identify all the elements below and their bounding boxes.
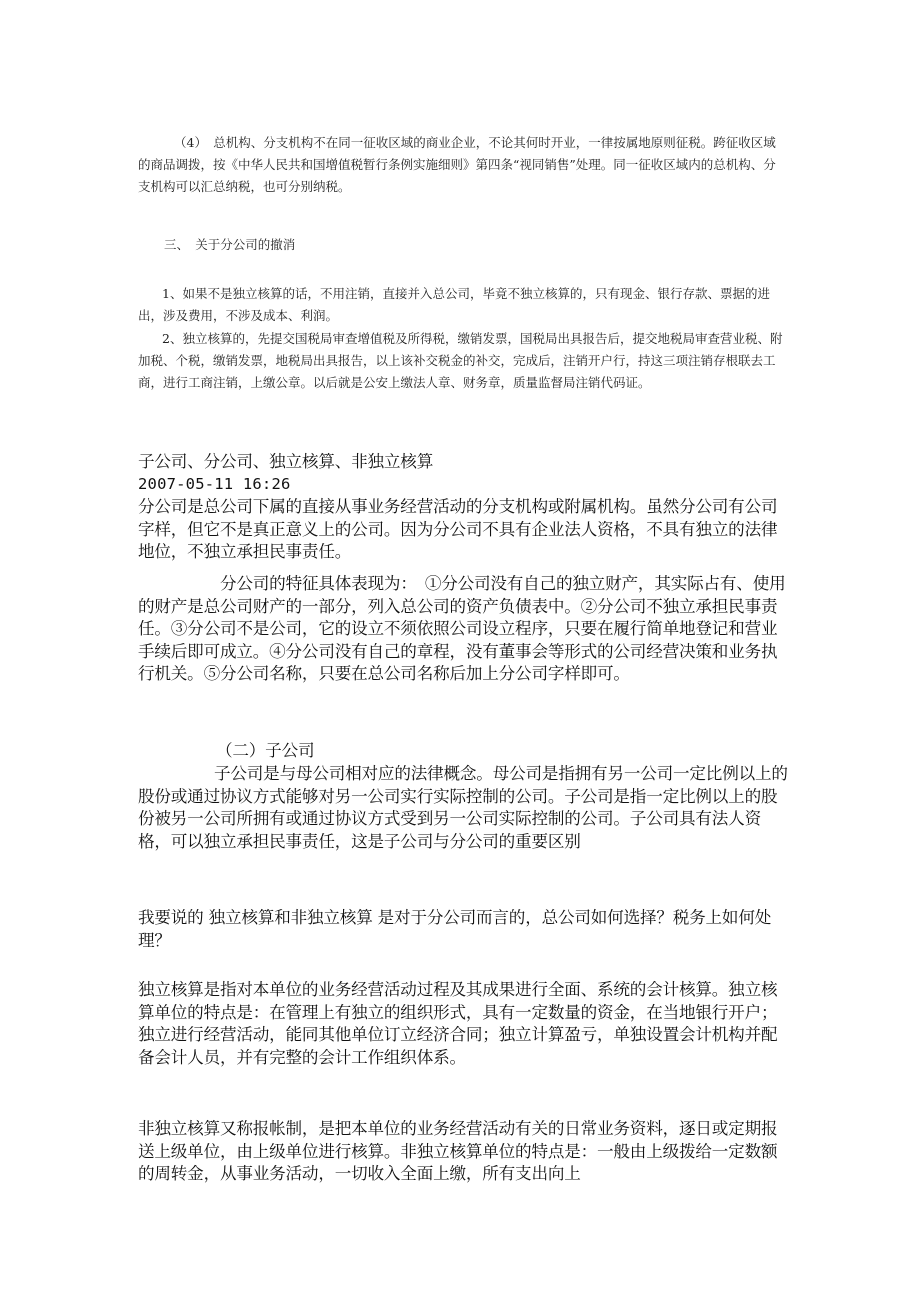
article-paragraph-3: 子公司是与母公司相对应的法律概念。母公司是指拥有另一公司一定比例以上的股份或通过协议方式能够对另一公司实行实际控制的公司。子公司是指一定比例以上的股份被另一公司所拥有或通过协议方式受到另一公司实际控制的公司。子公司具有法人资格，可以独立承担民事责任，这是子公司与分公司的重要区别 xyxy=(138,764,788,851)
article-title: 子公司、分公司、独立核算、非独立核算 xyxy=(138,452,434,471)
article-paragraph-2: 分公司的特征具体表现为： ①分公司没有自己的独立财产，其实际占有、使用的财产是总公司财产的一部分，列入总公司的资产负债表中。②分公司不独立承担民事责任。③分公司不是公司，它的设立不须依照公司设立程序，只要在履行简单地登记和营业手续后即可成立。④分公司没有自己的章程，没有董事会等形式的公司经营决策和业务执行机关。⑤分公司名称，只要在总公司名称后加上分公司字样即可。 xyxy=(138,574,786,683)
paragraph-item-1: 1、如果不是独立核算的话，不用注销，直接并入总公司，毕竟不独立核算的，只有现金、银行存款、票据的进出，涉及费用，不涉及成本、利润。 xyxy=(138,286,770,323)
paragraph-4: （4） 总机构、分支机构不在同一征收区域的商业企业，不论其何时开业，一律按属地原则征税。跨征收区域的商品调拨，按《中华人民共和国增值税暂行条例实施细则》第四条“视同销售”处理。同一征收区域内的总机构、分支机构可以汇总纳税，也可分别纳税。 xyxy=(138,135,776,194)
paragraph-item-2: 2、独立核算的，先提交国税局审查增值税及所得税，缴销发票，国税局出具报告后，提交地税局审查营业税、附加税、个税，缴销发票，地税局出具报告，以上该补交税金的补交，完成后，注销开户行，持这三项注销存根联去工商，进行工商注销，上缴公章。以后就是公安上缴法人章、财务章，质量监督局注销代码证。 xyxy=(138,331,783,390)
sub-heading-subsidiary: （二）子公司 xyxy=(216,741,315,760)
article-paragraph-6: 非独立核算又称报帐制，是把本单位的业务经营活动有关的日常业务资料，逐日或定期报送上级单位，由上级单位进行核算。非独立核算单位的特点是：一般由上级拨给一定数额的周转金，从事业务活动，一切收入全面上缴，所有支出向上 xyxy=(138,1119,778,1183)
article-paragraph-5: 独立核算是指对本单位的业务经营活动过程及其成果进行全面、系统的会计核算。独立核算单位的特点是：在管理上有独立的组织形式，具有一定数量的资金，在当地银行开户；独立进行经营活动，能同其他单位订立经济合同；独立计算盈亏，单独设置会计机构并配备会计人员，并有完整的会计工作组织体系。 xyxy=(138,980,778,1067)
article-paragraph-4: 我要说的 独立核算和非独立核算 是对于分公司而言的，总公司如何选择？税务上如何处理？ xyxy=(138,908,772,950)
article-date: 2007-05-11 16:26 xyxy=(138,475,291,493)
article-paragraph-1: 分公司是总公司下属的直接从事业务经营活动的分支机构或附属机构。虽然分公司有公司字样，但它不是真正意义上的公司。因为分公司不具有企业法人资格，不具有独立的法律地位，不独立承担民事责任。 xyxy=(138,497,778,561)
section-heading-three: 三、 关于分公司的撤消 xyxy=(164,237,296,252)
